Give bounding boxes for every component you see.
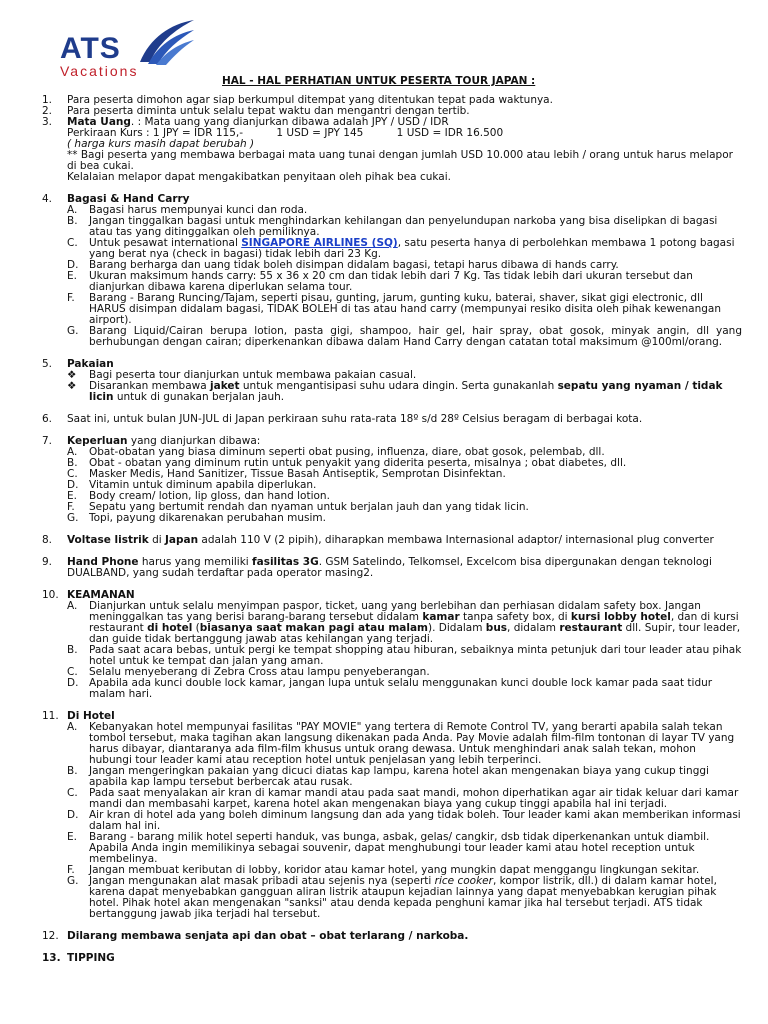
logo-brand: ATS bbox=[60, 32, 121, 65]
text-run-bold: sepatu yang nyaman / tidak licin bbox=[89, 380, 723, 403]
sub-text: Kebanyakan hotel mempunyai fasilitas "PAY MOVIE" yang tertera di Remote Control TV, yang berarti apabila salah tekan tombol tersebut, maka tagihan akan langsung dikenakan pada Anda. Pay Movie adalah film-film tontonan di layar TV yang harus dibayar, diantaranya ada film-film khusus untuk orang dewasa. Untuk menghindari anak salah tekan, mohon hubungi tour leader kami atau reception hotel untuk penjelasan yang lebih terperinci. bbox=[89, 721, 735, 766]
text-run-bold: biasanya saat makan pagi atau malam bbox=[199, 622, 428, 634]
sub-item bbox=[42, 326, 742, 348]
item-number: 1. bbox=[42, 94, 53, 106]
sub-letter: C. bbox=[67, 237, 78, 249]
list-item bbox=[42, 359, 742, 370]
sub-letter: G. bbox=[67, 875, 79, 887]
list-item bbox=[42, 711, 742, 722]
currency-paragraph: ** Bagi peserta yang membawa berbagai mata uang tunai dengan jumlah USD 10.000 atau lebih / orang untuk harus melapor di bea cukai. bbox=[67, 149, 733, 172]
item-text: Dilarang membawa senjata api dan obat – obat terlarang / narkoba. bbox=[67, 930, 469, 942]
sub-letter: C. bbox=[67, 468, 78, 480]
sub-letter: G. bbox=[67, 512, 79, 524]
diamond-bullet-icon: ❖ bbox=[67, 369, 77, 381]
item-number: 3. bbox=[42, 116, 53, 128]
text-run: ). Didalam bbox=[428, 622, 486, 634]
sub-text: Obat-obatan yang biasa diminum seperti obat pusing, influenza, diare, obat gosok, pelembab, dll. bbox=[89, 446, 605, 458]
text-run-bold: fasilitas 3G bbox=[252, 556, 319, 568]
sub-text bbox=[89, 876, 742, 920]
section-heading: KEAMANAN bbox=[67, 589, 135, 601]
sub-letter: D. bbox=[67, 259, 79, 271]
text-run: ( bbox=[192, 622, 200, 634]
item-number: 5. bbox=[42, 358, 53, 370]
content bbox=[42, 95, 742, 964]
item-number: 13. bbox=[42, 952, 61, 964]
text-run: , didalam bbox=[507, 622, 560, 634]
text-run-bold: Japan bbox=[165, 534, 199, 546]
bullet-item bbox=[42, 381, 742, 403]
sub-text: Jangan mengeringkan pakaian yang dicuci diatas kap lampu, karena hotel akan mengenakan biaya yang cukup tinggi apabila kap lampu tersebut berbercak atau rusak. bbox=[89, 765, 709, 788]
currency-text: . : Mata uang yang dianjurkan dibawa adalah JPY / USD / IDR bbox=[130, 116, 449, 128]
sub-text bbox=[89, 601, 742, 645]
text-run-bold: Voltase listrik bbox=[67, 534, 149, 546]
sub-text: Air kran di hotel ada yang boleh diminum langsung dan ada yang tidak boleh. Tour leader kami akan memberikan informasi dalam hal ini. bbox=[89, 809, 741, 832]
sub-text: Ukuran maksimum hands carry: 55 x 36 x 20 cm dan tidak lebih dari 7 Kg. Tas tidak lebih dari ukuran tersebut dan dianjurkan dibawa karena diperlukan selama tour. bbox=[89, 270, 693, 293]
sub-letter: A. bbox=[67, 446, 78, 458]
exchange-rates: Perkiraan Kurs : 1 JPY = IDR 115,- 1 USD = JPY 145 1 USD = IDR 16.500 bbox=[67, 127, 504, 139]
sub-letter: C. bbox=[67, 787, 78, 799]
text-run: di bbox=[148, 534, 165, 546]
sub-item bbox=[42, 810, 742, 832]
sub-letter: D. bbox=[67, 677, 79, 689]
sub-item bbox=[42, 238, 742, 260]
section-heading: Bagasi & Hand Carry bbox=[67, 193, 190, 205]
sub-letter: F. bbox=[67, 501, 75, 513]
item-text: Para peserta dimohon agar siap berkumpul ditempat yang ditentukan tepat pada waktunya. bbox=[67, 94, 553, 106]
sub-letter: G. bbox=[67, 325, 79, 337]
sub-text: Topi, payung dikarenakan perubahan musim. bbox=[89, 512, 326, 524]
sub-text: Pada saat acara bebas, untuk pergi ke tempat shopping atau hiburan, sebaiknya minta petunjuk dari tour leader atau pihak hotel untuk ke tempat dan jalan yang aman. bbox=[89, 644, 742, 667]
item-number: 6. bbox=[42, 413, 53, 425]
rate-note: ( harga kurs masih dapat berubah ) bbox=[67, 138, 255, 150]
text-run: , dan di kursi restaurant bbox=[89, 611, 739, 634]
sub-letter: F. bbox=[67, 292, 75, 304]
sub-item bbox=[42, 513, 742, 524]
item-text bbox=[67, 436, 742, 447]
sub-text: Jangan tinggalkan bagasi untuk menghindarkan kehilangan dan penyelundupan narkoba yang bisa diselipkan di bagasi atau tas yang ditinggalkan oleh pemiliknya. bbox=[89, 215, 718, 238]
sub-item bbox=[42, 832, 742, 865]
sub-item bbox=[42, 216, 742, 238]
text-run-bold: kamar bbox=[422, 611, 460, 623]
section-heading: Keperluan bbox=[67, 435, 128, 447]
logo-sub: Vacations bbox=[60, 63, 139, 79]
sub-letter: B. bbox=[67, 765, 78, 777]
sub-text: Body cream/ lotion, lip gloss, dan hand lotion. bbox=[89, 490, 330, 502]
item-number: 7. bbox=[42, 435, 53, 447]
sub-item bbox=[42, 601, 742, 645]
sub-letter: A. bbox=[67, 204, 78, 216]
section-heading: Di Hotel bbox=[67, 710, 115, 722]
sub-text: Apabila ada kunci double lock kamar, jangan lupa untuk selalu menggunakan kunci double lock kamar pada saat tidur malam hari. bbox=[89, 677, 713, 700]
text-run: yang dianjurkan dibawa: bbox=[127, 435, 261, 447]
list-item bbox=[42, 194, 742, 205]
sub-letter: D. bbox=[67, 479, 79, 491]
list-item bbox=[42, 436, 742, 447]
ats-vacations-logo bbox=[58, 18, 198, 80]
sub-letter: B. bbox=[67, 457, 78, 469]
sub-letter: B. bbox=[67, 644, 78, 656]
currency-paragraph: Kelalaian melapor dapat mengakibatkan penyitaan oleh pihak bea cukai. bbox=[67, 171, 451, 183]
sub-item bbox=[42, 678, 742, 700]
text-run: Dianjurkan untuk selalu menyimpan paspor, ticket, uang yang berlebihan dan perhiasan didalam safety box. Jangan meninggalkan tas yang berisi barang-barang tersebut didalam bbox=[89, 600, 701, 623]
text-run: adalah 110 V (2 pipih), diharapkan membawa Internasional adaptor/ internasional plug converter bbox=[198, 534, 714, 546]
list-item bbox=[42, 535, 742, 546]
diamond-bullet-icon: ❖ bbox=[67, 380, 77, 392]
item-number: 8. bbox=[42, 534, 53, 546]
text-run-bold: bus bbox=[485, 622, 508, 634]
sub-text: Vitamin untuk diminum apabila diperlukan. bbox=[89, 479, 317, 491]
sub-letter: B. bbox=[67, 215, 78, 227]
text-run: , satu peserta hanya di perbolehkan membawa 1 potong bagasi yang berat nya (check in bagasi) tidak lebih dari 23 Kg. bbox=[89, 237, 735, 260]
sub-letter: E. bbox=[67, 490, 77, 502]
text-run: tanpa safety box, di bbox=[459, 611, 571, 623]
sub-letter: E. bbox=[67, 831, 77, 843]
sub-item bbox=[42, 876, 742, 920]
text-run: harus yang memiliki bbox=[138, 556, 253, 568]
text-run-bold: Hand Phone bbox=[67, 556, 139, 568]
text-run: Jangan mengunakan alat masak pribadi atau sejenis nya (seperti bbox=[89, 875, 435, 887]
page-title: HAL - HAL PERHATIAN UNTUK PESERTA TOUR JAPAN : bbox=[222, 75, 536, 87]
sub-letter: A. bbox=[67, 721, 78, 733]
text-run: , kompor listrik, dll.) di dalam kamar hotel, karena dapat menyebabkan gangguan aliran listrik ataupun kejadian lainnya yang dapat menyebabkan kerugian pihak hotel. Pihak hotel akan mengenakan "sanksi" atau denda kepada penghuni kamar jika hal tersebut terjadi. ATS tidak bertanggung jawab jika terjadi hal tersebut. bbox=[89, 875, 717, 920]
sub-item bbox=[42, 645, 742, 667]
text-run-bold: jaket bbox=[210, 380, 240, 392]
currency-label: Mata Uang bbox=[67, 116, 131, 128]
sub-letter: A. bbox=[67, 600, 78, 612]
sub-text: Barang berharga dan uang tidak boleh disimpan didalam bagasi, tetapi harus dibawa di hands carry. bbox=[89, 259, 619, 271]
list-item bbox=[42, 931, 742, 942]
sub-item bbox=[42, 722, 742, 766]
sub-text: Sepatu yang bertumit rendah dan nyaman untuk berjalan jauh dan yang tidak licin. bbox=[89, 501, 529, 513]
sub-text: Jangan membuat keributan di lobby, koridor atau kamar hotel, yang mungkin dapat menggangu lingkungan sekitar. bbox=[89, 864, 700, 876]
text-run: . GSM Satelindo, Telkomsel, Excelcom bisa dipergunakan dengan teknologi DUALBAND, yang sudah terdaftar pada operator masing2. bbox=[67, 556, 712, 579]
list-item bbox=[42, 414, 742, 425]
item-body bbox=[67, 117, 742, 183]
item-number: 4. bbox=[42, 193, 53, 205]
sub-text: Masker Medis, Hand Sanitizer, Tissue Basah Antiseptik, Semprotan Disinfektan. bbox=[89, 468, 506, 480]
text-run: Untuk pesawat international bbox=[89, 237, 242, 249]
bullet-text bbox=[89, 381, 742, 403]
text-run: dll. Supir, tour leader, dan guide tidak bertanggung jawab atas kehilangan yang terjadi. bbox=[89, 622, 741, 645]
list-item bbox=[42, 953, 742, 964]
sub-item bbox=[42, 271, 742, 293]
sub-letter: F. bbox=[67, 864, 75, 876]
item-number: 12. bbox=[42, 930, 59, 942]
swoosh-icon bbox=[136, 18, 196, 66]
text-run-bold: restaurant bbox=[559, 622, 623, 634]
sub-item bbox=[42, 788, 742, 810]
text-run-bold: kursi lobby hotel bbox=[570, 611, 671, 623]
sub-letter: C. bbox=[67, 666, 78, 678]
sub-text bbox=[89, 238, 742, 260]
singapore-airlines-link[interactable]: SINGAPORE AIRLINES (SQ) bbox=[241, 237, 398, 249]
section-heading: Pakaian bbox=[67, 358, 114, 370]
sub-letter: D. bbox=[67, 809, 79, 821]
sub-text: Barang - barang milik hotel seperti handuk, vas bunga, asbak, gelas/ cangkir, dsb tidak diperkenankan untuk diambil. Apabila Anda ingin memilikinya sebagai souvenir, dapat menghubungi tour leader kami atau hotel reception untuk membelinya. bbox=[89, 831, 710, 865]
sub-text: Obat - obatan yang diminum rutin untuk penyakit yang diderita peserta, misalnya ; obat diabetes, dll. bbox=[89, 457, 627, 469]
sub-text: Selalu menyeberang di Zebra Cross atau lampu penyeberangan. bbox=[89, 666, 430, 678]
text-run-italic: rice cooker bbox=[434, 875, 493, 887]
sub-text: Barang - Barang Runcing/Tajam, seperti pisau, gunting, jarum, gunting kuku, baterai, shaver, sikat gigi electronic, dll HARUS disimpan didalam bagasi, TIDAK BOLEH di tas atau hand carry (mempunyai resiko disita oleh pihak kewenangan airport). bbox=[89, 292, 721, 326]
item-text bbox=[67, 535, 742, 546]
section-heading: TIPPING bbox=[67, 952, 115, 964]
sub-text: Bagasi harus mempunyai kunci dan roda. bbox=[89, 204, 308, 216]
list-item bbox=[42, 557, 742, 579]
sub-item bbox=[42, 293, 742, 326]
list-item bbox=[42, 590, 742, 601]
sub-text: Barang Liquid/Cairan berupa lotion, pasta gigi, shampoo, hair gel, hair spray, obat gosok, minyak angin, dll yang berhubungan dengan cairan; diperkenankan dibawa dalam Hand Carry dengan catatan total maksimum @100ml/orang. bbox=[89, 325, 742, 348]
bullet-text: Bagi peserta tour dianjurkan untuk membawa pakaian casual. bbox=[89, 369, 417, 381]
list-item bbox=[42, 117, 742, 183]
sub-item bbox=[42, 766, 742, 788]
item-text: Para peserta diminta untuk selalu tepat waktu dan mengantri dengan tertib. bbox=[67, 105, 470, 117]
text-run: untuk di gunakan berjalan jauh. bbox=[113, 391, 285, 403]
sub-text: Pada saat menyalakan air kran di kamar mandi atau pada saat mandi, mohon diperhatikan agar air tidak keluar dari kamar mandi dan membasahi karpet, karena hotel akan mengenakan biaya yang cukup tinggi apabila hal ini terjadi. bbox=[89, 787, 739, 810]
item-number: 2. bbox=[42, 105, 53, 117]
text-run-bold: di hotel bbox=[147, 622, 193, 634]
text-run: Disarankan membawa bbox=[89, 380, 211, 392]
sub-letter: E. bbox=[67, 270, 77, 282]
text-run: untuk mengantisipasi suhu udara dingin. Serta gunakanlah bbox=[239, 380, 558, 392]
item-text bbox=[67, 557, 742, 579]
item-number: 10. bbox=[42, 589, 59, 601]
item-number: 9. bbox=[42, 556, 53, 568]
item-text: Saat ini, untuk bulan JUN-JUL di Japan perkiraan suhu rata-rata 18º s/d 28º Celsius beragam di berbagai kota. bbox=[67, 413, 643, 425]
item-number: 11. bbox=[42, 710, 59, 722]
